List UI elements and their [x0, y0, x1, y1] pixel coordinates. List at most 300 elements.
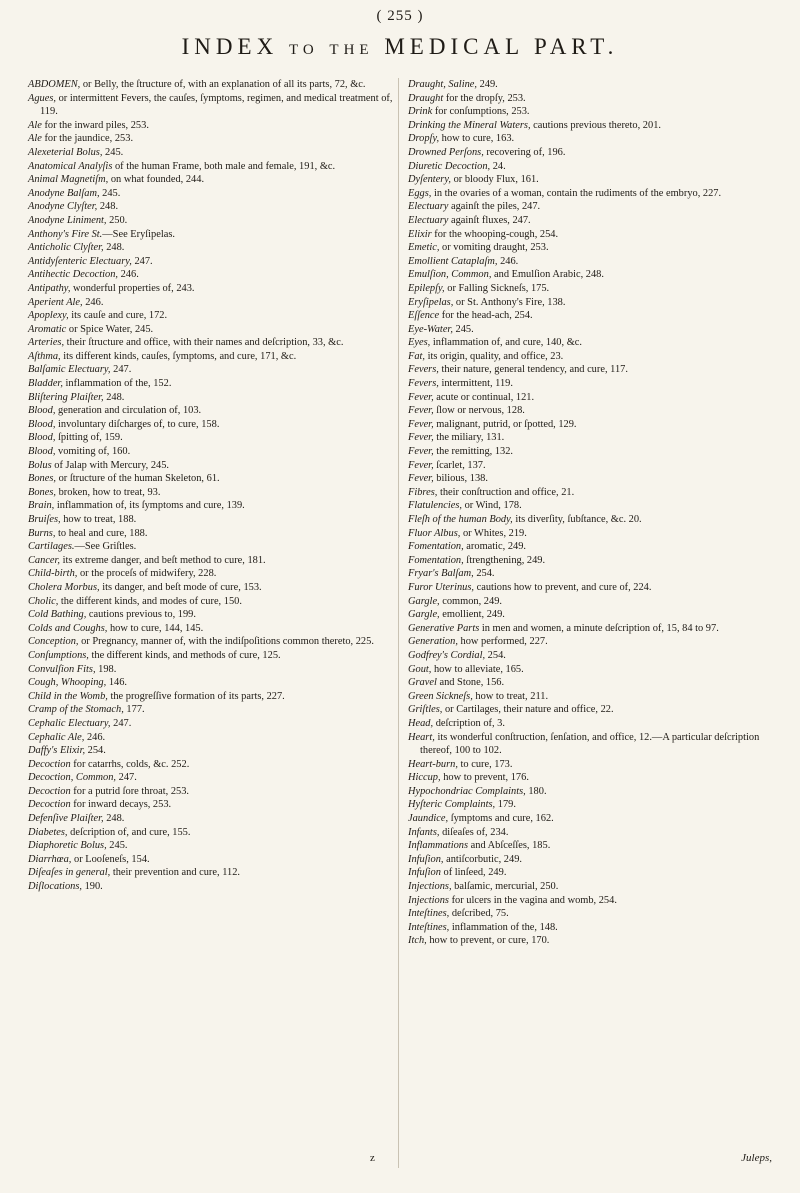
index-reference: or vomiting draught, 253.: [439, 242, 549, 254]
index-reference: on what founded, 244.: [108, 174, 205, 186]
index-reference: common, 249.: [439, 595, 502, 607]
index-reference: malignant, putrid, or ſpotted, 129.: [433, 418, 577, 430]
index-term: Cancer,: [28, 554, 61, 566]
index-term: Antidyſenteric Electuary,: [28, 255, 132, 267]
index-reference: 247.: [110, 364, 132, 376]
title-word-medical: MEDICAL: [384, 34, 524, 59]
index-entry: [28, 268, 393, 282]
index-entry: [28, 200, 393, 214]
title-word-part: PART.: [534, 34, 619, 59]
index-reference: 247.: [116, 772, 137, 784]
index-reference: diſeaſes of, 234.: [439, 826, 509, 838]
index-entry: [408, 391, 780, 405]
index-entry: [28, 431, 393, 445]
index-term: Itch,: [408, 935, 427, 947]
title-word-to: TO: [288, 42, 319, 58]
index-entry: [28, 839, 393, 853]
index-reference: 177.: [123, 704, 145, 716]
index-reference: 247.: [110, 717, 132, 729]
index-reference: or St. Anthony's Fire, 138.: [453, 296, 566, 308]
index-entry: [28, 676, 393, 690]
index-term: Ale: [28, 133, 42, 145]
index-term: Conception,: [28, 636, 79, 648]
index-term: Blood,: [28, 418, 56, 430]
index-reference: againſt fluxes, 247.: [448, 214, 531, 226]
index-term: Decoction: [28, 785, 71, 797]
index-entry: [28, 418, 393, 432]
index-entry: [408, 567, 780, 581]
index-entry: [408, 839, 780, 853]
index-term: Cough, Whooping,: [28, 677, 107, 689]
index-entry: [408, 187, 780, 201]
index-entry: [408, 527, 780, 541]
catchword: Juleps,: [741, 1152, 772, 1164]
index-reference: how to alleviate, 165.: [431, 663, 524, 675]
index-reference: its extreme danger, and beſt method to cure, 181.: [60, 554, 266, 566]
index-reference: the different kinds, and methods of cure, 125.: [88, 649, 281, 661]
index-entry: [408, 350, 780, 364]
index-term: Injections,: [408, 881, 452, 893]
page-number: ( 255 ): [376, 8, 424, 24]
index-term: Fever,: [408, 459, 434, 471]
index-reference: againſt the piles, 247.: [448, 201, 541, 213]
index-entry: [28, 241, 393, 255]
index-term: Fever,: [408, 473, 434, 485]
index-term: Bruiſes,: [28, 514, 61, 525]
index-entry: [408, 866, 780, 880]
signature-mark: z: [370, 1152, 375, 1164]
index-reference: the remitting, 132.: [433, 446, 514, 458]
index-reference: to heal and cure, 188.: [55, 527, 148, 539]
index-entry: [28, 336, 393, 350]
index-entry: [28, 499, 393, 513]
index-term: Fluor Albus,: [408, 527, 461, 539]
index-entry: [408, 160, 780, 174]
index-term: Defenſive Plaiſter,: [28, 813, 104, 825]
index-reference: 246.: [497, 255, 519, 267]
index-reference: their ſtructure and office, with their names and deſcription, 33, &c.: [64, 337, 344, 349]
index-entry: [28, 880, 393, 894]
index-entry: [28, 785, 393, 799]
index-reference: aromatic, 249.: [463, 541, 527, 553]
index-reference: or Belly, the ſtructure of, with an explanation of all its parts, 72, &c.: [80, 79, 366, 90]
index-entry: [408, 296, 780, 310]
index-entry: [28, 731, 393, 745]
index-reference: for the head-ach, 254.: [439, 310, 533, 322]
index-term: Conſumptions,: [28, 649, 89, 661]
index-reference: for the inward piles, 253.: [41, 119, 149, 131]
index-reference: antiſcorbutic, 249.: [443, 853, 522, 865]
index-term: Cholic,: [28, 595, 59, 607]
index-reference: or Wind, 178.: [461, 500, 522, 512]
index-reference: vomiting of, 160.: [55, 446, 131, 458]
index-term: Decoction, Common,: [28, 772, 117, 784]
index-term: Balſamic Electuary,: [28, 364, 111, 376]
index-reference: —See Griſtles.: [74, 541, 137, 553]
index-reference: how to treat, 188.: [60, 514, 137, 525]
page-title: [0, 34, 800, 60]
index-term: Brain,: [28, 500, 55, 512]
index-term: Fevers,: [408, 378, 439, 390]
index-entry: [408, 323, 780, 337]
right-index-column: [408, 78, 780, 948]
index-reference: or Pregnancy, manner of, with the indiſpoſitions common thereto, 225.: [78, 636, 374, 648]
index-term: Jaundice,: [408, 813, 449, 825]
index-reference: 190.: [81, 881, 103, 893]
index-entry: [408, 92, 780, 106]
index-term: Eye-Water,: [408, 323, 453, 335]
index-reference: for conſumptions, 253.: [432, 106, 530, 118]
index-entry: [408, 717, 780, 731]
index-reference: 246.: [84, 731, 106, 743]
index-reference: 247.: [131, 255, 153, 267]
index-reference: or Falling Sickneſs, 175.: [444, 282, 550, 294]
index-term: Electuary: [408, 214, 449, 226]
index-entry: [408, 255, 780, 269]
index-entry: [28, 459, 393, 473]
index-reference: inflammation of the, 152.: [62, 378, 172, 390]
index-reference: for the jaundice, 253.: [41, 133, 134, 145]
index-term: Dropſy,: [408, 133, 440, 145]
index-reference: or Whites, 219.: [460, 527, 527, 539]
index-entry: [408, 445, 780, 459]
index-entry: [28, 472, 393, 486]
index-entry: [408, 119, 780, 133]
index-entry: [28, 323, 393, 337]
index-entry: [408, 200, 780, 214]
index-reference: how to prevent, or cure, 170.: [426, 935, 550, 947]
index-entry: [408, 173, 780, 187]
index-entry: [28, 595, 393, 609]
index-term: Hiccup,: [408, 772, 441, 784]
index-entry: [28, 554, 393, 568]
index-entry: [28, 540, 393, 554]
index-entry: [28, 160, 393, 174]
index-entry: [408, 934, 780, 948]
index-entry: [28, 649, 393, 663]
index-reference: 245.: [102, 146, 124, 158]
index-reference: ſcarlet, 137.: [433, 459, 486, 471]
index-entry: [28, 445, 393, 459]
index-term: Dyſentery,: [408, 174, 451, 186]
index-reference: their prevention and cure, 112.: [110, 867, 240, 879]
index-reference: inflammation of, its ſymptoms and cure, 139.: [54, 500, 245, 512]
index-term: Furor Uterinus,: [408, 581, 475, 593]
index-term: Fat,: [408, 350, 426, 362]
index-term: Colds and Coughs,: [28, 622, 108, 634]
index-term: Head,: [408, 717, 434, 729]
index-reference: 246.: [82, 296, 104, 308]
index-term: Agues,: [28, 92, 56, 104]
index-entry: [28, 527, 393, 541]
index-entry: [408, 812, 780, 826]
title-word-index: INDEX: [181, 34, 279, 59]
index-term: Apoplexy,: [28, 310, 69, 322]
index-entry: [28, 363, 393, 377]
index-entry: [408, 404, 780, 418]
index-reference: 254.: [473, 568, 495, 580]
index-entry: [408, 608, 780, 622]
index-term: Fryar's Balſam,: [408, 568, 474, 580]
index-term: Fomentation,: [408, 554, 464, 566]
index-entry: [28, 826, 393, 840]
index-reference: 246.: [118, 269, 139, 281]
index-reference: deſcription of, 3.: [433, 717, 505, 729]
index-term: Diaphoretic Bolus,: [28, 840, 107, 852]
index-reference: 179.: [495, 799, 516, 811]
index-term: Infuſion: [408, 867, 441, 879]
index-reference: inflammation of the, 148.: [449, 921, 558, 933]
index-term: Antihectic Decoction,: [28, 269, 119, 281]
index-entry: [408, 649, 780, 663]
index-reference: for ulcers in the vagina and womb, 254.: [448, 894, 617, 906]
index-entry: [28, 132, 393, 146]
index-reference: of Jalap with Mercury, 245.: [51, 459, 170, 471]
index-term: Decoction: [28, 799, 71, 811]
index-reference: how to prevent, 176.: [440, 772, 529, 784]
index-entry: [408, 921, 780, 935]
index-entry: [28, 853, 393, 867]
index-entry: [28, 214, 393, 228]
index-entry: [28, 567, 393, 581]
index-term: Diſeaſes in general,: [28, 867, 111, 879]
index-entry: [28, 119, 393, 133]
index-reference: for catarrhs, colds, &c. 252.: [70, 758, 190, 770]
index-entry: [408, 377, 780, 391]
index-reference: to cure, 173.: [457, 758, 513, 770]
index-reference: cautions how to prevent, and cure of, 224.: [474, 581, 652, 593]
index-reference: cautions previous to, 199.: [86, 609, 196, 621]
index-term: Eſſence: [408, 310, 440, 322]
index-term: Blood,: [28, 446, 56, 458]
index-reference: or bloody Flux, 161.: [451, 174, 539, 186]
index-reference: of the human Frame, both male and female, 191, &c.: [112, 160, 336, 172]
index-term: Godfrey's Cordial,: [408, 649, 486, 661]
index-reference: and Abſceſſes, 185.: [468, 840, 551, 852]
index-reference: balſamic, mercurial, 250.: [451, 881, 559, 893]
index-entry: [28, 635, 393, 649]
index-entry: [28, 812, 393, 826]
index-reference: 146.: [106, 677, 128, 689]
index-reference: the miliary, 131.: [433, 432, 505, 444]
index-reference: its wonderful conſtruction, ſenſation, and office, 12.—A particular deſcription thereof, 100 to 102.: [420, 731, 760, 757]
index-reference: generation and circulation of, 103.: [55, 405, 202, 417]
index-entry: [28, 663, 393, 677]
index-entry: [408, 771, 780, 785]
index-term: Bolus: [28, 459, 52, 471]
index-entry: [28, 622, 393, 636]
index-term: Gargle,: [408, 595, 440, 607]
index-reference: or Spice Water, 245.: [66, 323, 154, 335]
index-term: Green Sickneſs,: [408, 690, 473, 702]
index-term: Drinking the Mineral Waters,: [408, 119, 531, 131]
index-reference: broken, how to treat, 93.: [56, 486, 161, 498]
index-term: Cold Bathing,: [28, 609, 87, 621]
index-reference: for a putrid ſore throat, 253.: [70, 785, 190, 797]
index-entry: [408, 663, 780, 677]
index-reference: 249.: [476, 79, 498, 90]
index-reference: how performed, 227.: [457, 636, 548, 648]
index-reference: or Cartilages, their nature and office, 22.: [442, 704, 614, 716]
index-term: Griſtles,: [408, 704, 443, 716]
index-term: Animal Magnetiſm,: [28, 174, 109, 186]
index-entry: [28, 404, 393, 418]
index-reference: 245.: [106, 840, 128, 852]
index-entry: [408, 214, 780, 228]
index-reference: —See Eryſipelas.: [102, 228, 175, 240]
index-term: Draught, Saline,: [408, 79, 477, 90]
index-term: Antipathy,: [28, 282, 71, 294]
index-reference: 254.: [485, 649, 506, 661]
index-term: Hyſteric Complaints,: [408, 799, 496, 811]
index-reference: its danger, and beſt mode of cure, 153.: [99, 581, 262, 593]
index-entry: [408, 513, 780, 527]
index-entry: [28, 486, 393, 500]
index-term: Fleſh of the human Body,: [408, 514, 513, 525]
index-reference: deſcribed, 75.: [449, 908, 509, 920]
index-entry: [408, 499, 780, 513]
index-term: Inteſtines,: [408, 908, 450, 920]
index-term: Fever,: [408, 446, 434, 458]
index-entry: [28, 228, 393, 242]
index-term: Arteries,: [28, 337, 65, 349]
index-entry: [408, 431, 780, 445]
index-term: Fever,: [408, 391, 434, 403]
index-entry: [408, 826, 780, 840]
index-entry: [408, 853, 780, 867]
index-term: Anodyne Balſam,: [28, 187, 100, 199]
index-entry: [408, 309, 780, 323]
index-entry: [28, 173, 393, 187]
index-entry: [28, 377, 393, 391]
index-term: Heart-burn,: [408, 758, 458, 770]
index-term: Diarrhœa,: [28, 853, 72, 865]
index-reference: how to cure, 144, 145.: [107, 622, 204, 634]
index-entry: [28, 798, 393, 812]
index-term: Inteſtines,: [408, 921, 450, 933]
index-entry: [28, 78, 393, 92]
index-term: Alexeterial Bolus,: [28, 146, 103, 158]
index-term: Eggs,: [408, 187, 432, 199]
index-entry: [408, 907, 780, 921]
index-entry: [408, 132, 780, 146]
index-reference: recovering of, 196.: [483, 146, 566, 158]
index-reference: bilious, 138.: [433, 473, 488, 485]
index-entry: [28, 309, 393, 323]
index-entry: [408, 486, 780, 500]
index-reference: or intermittent Fevers, the cauſes, ſymptoms, regimen, and medical treatment of, 119.: [40, 92, 393, 118]
index-term: Cholera Morbus,: [28, 581, 100, 593]
index-reference: 245.: [99, 187, 121, 199]
index-term: Gravel: [408, 677, 437, 689]
index-reference: intermittent, 119.: [438, 378, 513, 390]
index-entry: [408, 105, 780, 119]
index-term: Daffy's Elixir,: [28, 745, 86, 757]
index-reference: cautions previous thereto, 201.: [530, 119, 661, 131]
index-reference: their conſtruction and office, 21.: [437, 486, 575, 498]
index-entry: [408, 540, 780, 554]
index-entry: [408, 758, 780, 772]
index-term: Drowned Perſons,: [408, 146, 484, 158]
index-entry: [408, 554, 780, 568]
index-entry: [28, 581, 393, 595]
index-term: Gout,: [408, 663, 432, 675]
index-term: Cephalic Electuary,: [28, 717, 111, 729]
index-reference: deſcription of, and cure, 155.: [67, 826, 191, 838]
index-entry: [408, 635, 780, 649]
index-reference: acute or continual, 121.: [433, 391, 535, 403]
index-entry: [408, 880, 780, 894]
index-term: Fever,: [408, 418, 434, 430]
index-term: Fibres,: [408, 486, 438, 498]
index-reference: the different kinds, and modes of cure, 150.: [58, 595, 242, 607]
index-reference: 248.: [103, 813, 125, 825]
index-entry: [28, 703, 393, 717]
index-term: Anthony's Fire St.: [28, 228, 103, 240]
index-entry: [408, 785, 780, 799]
index-entry: [408, 731, 780, 758]
index-entry: [408, 622, 780, 636]
index-term: Elixir: [408, 228, 432, 240]
index-term: Injections: [408, 894, 449, 906]
index-entry: [28, 187, 393, 201]
index-reference: 250.: [106, 214, 128, 226]
index-term: Eryſipelas,: [408, 296, 454, 308]
index-reference: emollient, 249.: [439, 609, 505, 621]
index-entry: [408, 282, 780, 296]
index-entry: [28, 771, 393, 785]
index-entry: [408, 336, 780, 350]
index-term: Burns,: [28, 527, 56, 539]
index-reference: in men and women, a minute deſcription of, 15, 84 to 97.: [479, 622, 719, 634]
index-reference: its different kinds, cauſes, ſymptoms, and cure, 171, &c.: [60, 350, 297, 362]
index-reference: or the proceſs of midwifery, 228.: [77, 568, 217, 580]
index-term: Bones,: [28, 473, 56, 485]
index-entry: [28, 255, 393, 269]
index-entry: [408, 703, 780, 717]
index-term: Blood,: [28, 405, 56, 417]
index-entry: [408, 595, 780, 609]
index-reference: and Stone, 156.: [436, 677, 505, 689]
index-entry: [28, 690, 393, 704]
index-term: Emetic,: [408, 242, 440, 254]
index-reference: 198.: [95, 663, 117, 675]
index-reference: for the dropſy, 253.: [443, 92, 526, 104]
index-term: Child-birth,: [28, 568, 78, 580]
index-entry: [408, 690, 780, 704]
index-reference: their nature, general tendency, and cure, 117.: [438, 364, 628, 376]
index-term: Cephalic Ale,: [28, 731, 85, 743]
index-term: Generation,: [408, 636, 458, 648]
index-entry: [28, 717, 393, 731]
index-term: Anodyne Liniment,: [28, 214, 107, 226]
index-term: Diuretic Decoction,: [408, 160, 491, 172]
index-term: Inflammations: [408, 840, 469, 852]
index-reference: inflammation of, and cure, 140, &c.: [430, 337, 582, 349]
index-reference: how to treat, 211.: [472, 690, 549, 702]
index-reference: ſlow or nervous, 128.: [433, 405, 525, 417]
index-term: Generative Parts: [408, 622, 480, 634]
index-entry: [28, 92, 393, 119]
index-term: Convulſion Fits,: [28, 663, 96, 675]
index-term: Draught: [408, 92, 444, 104]
index-term: Hypochondriac Complaints,: [408, 785, 526, 797]
index-term: Eyes,: [408, 337, 431, 349]
index-entry: [408, 268, 780, 282]
index-reference: or Looſeneſs, 154.: [71, 853, 150, 865]
index-term: Bliſtering Plaiſter,: [28, 391, 104, 403]
index-term: Epilepſy,: [408, 282, 445, 294]
